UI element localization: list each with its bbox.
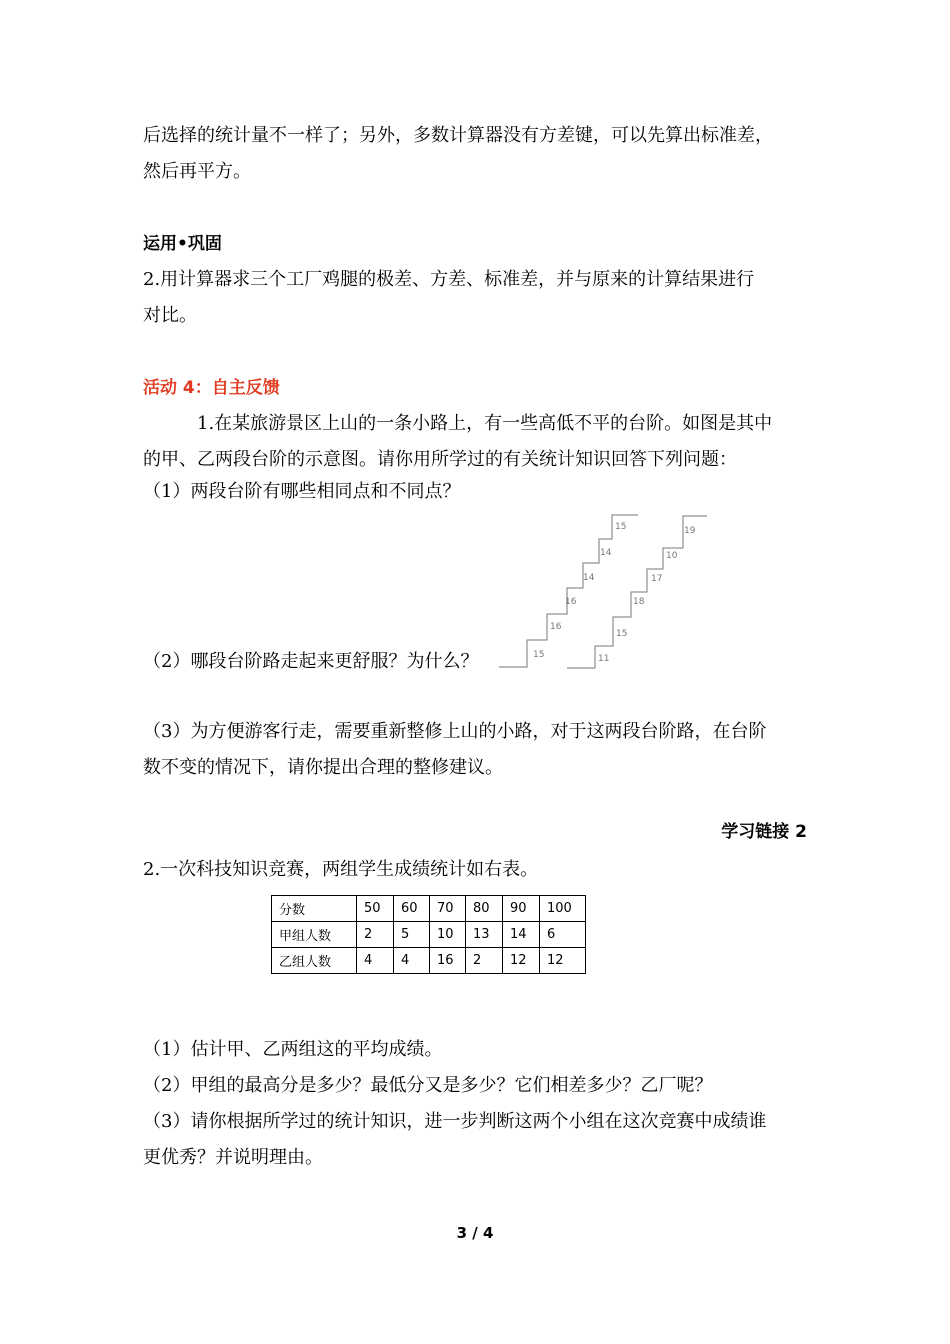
table-cell: 4 [357,948,394,974]
stairs-jia-step-2: 16 [550,622,562,632]
questions2-sub3-line-1: （3）请你根据所学过的统计知识，进一步判断这两个小组在这次竞赛中成绩谁 [143,1111,767,1132]
table-cell: 14 [503,922,540,948]
table-cell: 5 [394,922,430,948]
activity4-heading: 活动 4：自主反馈 [143,378,280,398]
link2-q2-intro: 2.一次科技知识竞赛，两组学生成绩统计如右表。 [143,859,539,880]
activity4-q1-sub1: （1）两段台阶有哪些相同点和不同点？ [143,481,461,502]
table-cell: 2 [357,922,394,948]
stairs-yi-step-2: 15 [616,629,628,639]
activity4-q1-line-1: 1.在某旅游景区上山的一条小路上，有一些高低不平的台阶。如图是其中 [197,413,773,434]
questions2-sub1: （1）估计甲、乙两组这的平均成绩。 [143,1039,443,1060]
activity4-q1-sub3-line-2: 数不变的情况下，请你提出合理的整修建议。 [143,757,503,778]
table-cell: 分数 [272,896,357,922]
table-cell: 100 [540,896,586,922]
stairs-diagram [495,510,720,675]
activity4-q1-sub2: （2）哪段台阶路走起来更舒服？为什么？ [143,651,479,672]
stairs-jia-outline [499,515,638,667]
table-cell: 2 [466,948,503,974]
table-cell: 16 [430,948,466,974]
apply-heading: 运用•巩固 [143,234,222,254]
table-row [272,922,586,948]
table-cell: 4 [394,948,430,974]
table-cell: 50 [357,896,394,922]
table-row [272,896,586,922]
stairs-yi-outline [567,516,707,668]
stairs-jia-step-6: 15 [615,522,627,532]
stairs-jia-step-3: 16 [565,597,577,607]
table-cell: 13 [466,922,503,948]
link2-heading: 学习链接 2 [721,822,807,842]
stairs-yi-step-5: 10 [666,551,678,561]
activity4-q1-line-2: 的甲、乙两段台阶的示意图。请你用所学过的有关统计知识回答下列问题： [143,449,737,470]
stairs-jia-step-5: 14 [600,548,612,558]
table-cell: 乙组人数 [272,948,357,974]
apply-line-1: 2.用计算器求三个工厂鸡腿的极差、方差、标准差，并与原来的计算结果进行 [143,269,755,290]
table-cell: 70 [430,896,466,922]
questions2-sub3-line-2: 更优秀？并说明理由。 [143,1147,323,1168]
table-cell: 12 [540,948,586,974]
table-cell: 6 [540,922,586,948]
table-cell: 80 [466,896,503,922]
table-cell: 60 [394,896,430,922]
stairs-yi-step-1: 11 [598,654,610,664]
table-cell: 12 [503,948,540,974]
table-cell: 10 [430,922,466,948]
table-cell: 甲组人数 [272,922,357,948]
stairs-jia-step-1: 15 [533,650,545,660]
questions2-sub2: （2）甲组的最高分是多少？最低分又是多少？它们相差多少？乙厂呢？ [143,1075,713,1096]
page-number: 3 / 4 [456,1224,494,1242]
table-row [272,948,586,974]
stairs-jia-step-4: 14 [583,573,595,583]
stairs-yi-step-4: 17 [651,574,663,584]
intro-line-1: 后选择的统计量不一样了；另外，多数计算器没有方差键，可以先算出标准差， [143,125,773,146]
stairs-yi-step-6: 19 [684,526,696,536]
stairs-yi-step-3: 18 [633,597,645,607]
activity4-q1-sub3-line-1: （3）为方便游客行走，需要重新整修上山的小路，对于这两段台阶路，在台阶 [143,721,767,742]
table-cell: 90 [503,896,540,922]
score-table [271,895,586,974]
intro-line-2: 然后再平方。 [143,161,251,182]
apply-line-2: 对比。 [143,305,197,326]
